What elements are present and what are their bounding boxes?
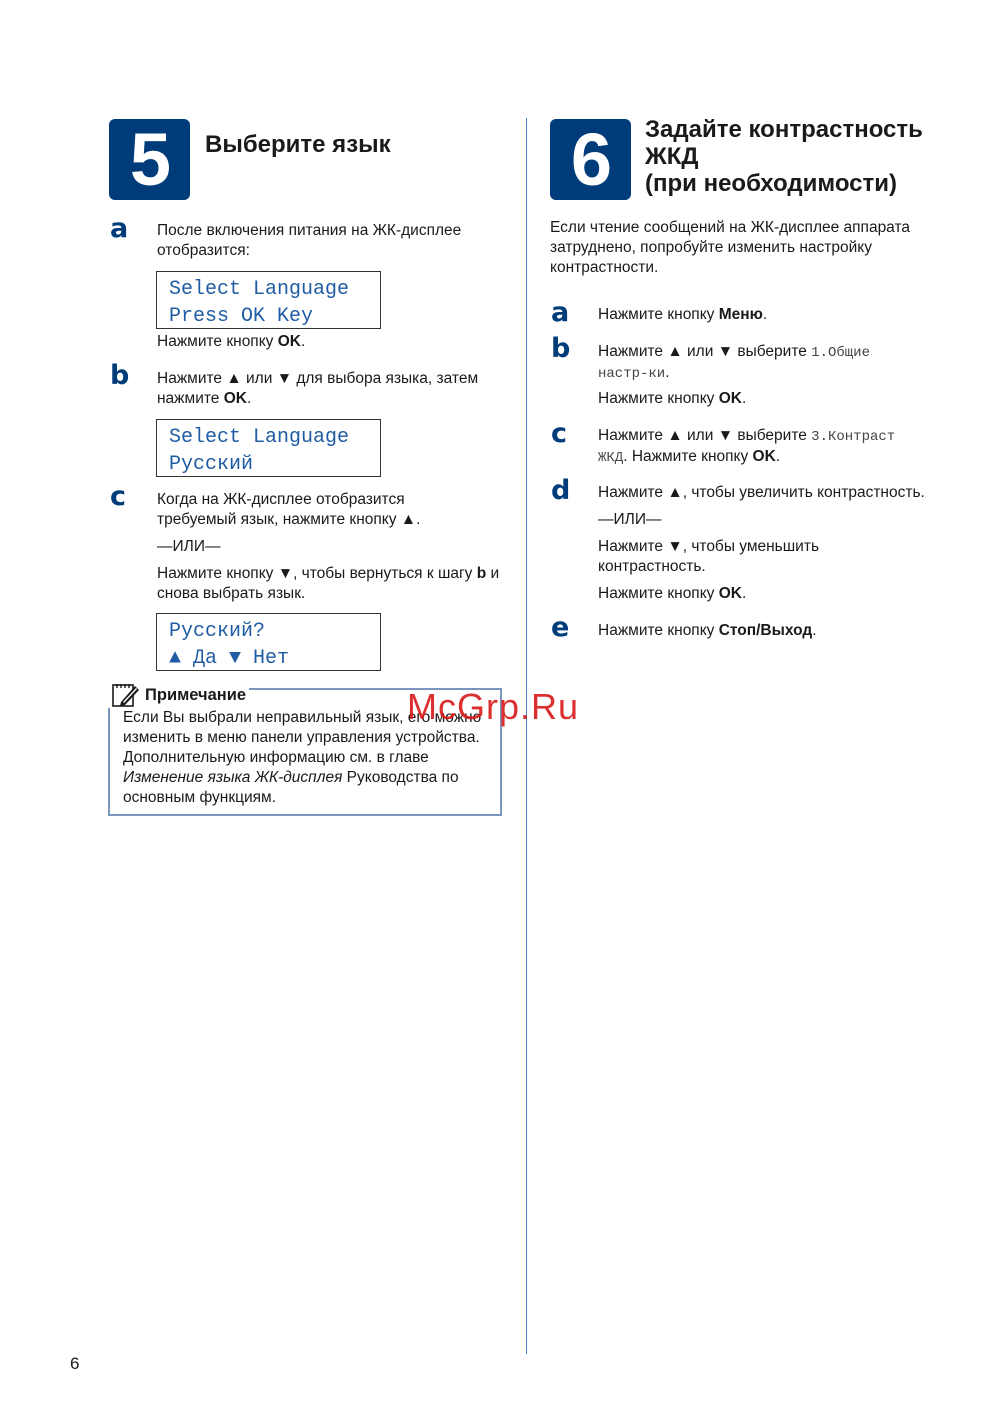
step-5b-text: Нажмите ▲ или ▼ для выбора языка, затем нажмите OK.	[157, 370, 479, 407]
step-6d-text: Нажмите ▲, чтобы увеличить контрастность.	[598, 484, 925, 501]
lcd-1-line-2: Press OK Key	[169, 305, 314, 328]
down-arrow-icon: ▼	[667, 538, 683, 555]
page-number: 6	[70, 1354, 80, 1373]
step-5-badge	[109, 119, 190, 200]
watermark: McGrp.Ru	[407, 686, 580, 727]
step-5-letter-b: b	[110, 360, 130, 391]
down-arrow-icon: ▼	[277, 565, 294, 582]
step-6b-press-ok: Нажмите кнопку OK.	[598, 390, 747, 407]
step-6-intro: Если чтение сообщений на ЖК-дисплее аппарата затруднено, попробуйте изменить настройку контрастности.	[550, 219, 911, 276]
step-6b-text: Нажмите ▲ или ▼ выберите 1.Общие настр-ки.	[598, 343, 870, 382]
step-6d-alt-text: Нажмите ▼, чтобы уменьшить контрастность.	[598, 538, 820, 575]
step-6-number: 6	[570, 118, 611, 201]
note-pencil-icon	[111, 682, 141, 708]
note-title: Примечание	[145, 686, 247, 704]
lcd-display-1	[156, 271, 381, 329]
step-6-letter-c: c	[551, 418, 568, 449]
lcd-1-line-1: Select Language	[169, 278, 350, 301]
step-6-letter-e: e	[551, 612, 570, 643]
step-5-letter-a: a	[110, 213, 129, 244]
step-6d-or: —ИЛИ—	[598, 511, 662, 528]
lcd-2-line-1: Select Language	[169, 426, 350, 449]
step-6a-text: Нажмите кнопку Меню.	[598, 306, 768, 323]
lcd-3-line-2: ▲ Да ▼ Нет	[169, 647, 290, 670]
note-header	[107, 682, 249, 708]
step-6e-text: Нажмите кнопку Стоп/Выход.	[598, 622, 817, 639]
up-arrow-icon: ▲	[667, 343, 683, 360]
up-arrow-icon: ▲	[667, 484, 683, 501]
step-5c-or: —ИЛИ—	[157, 538, 221, 555]
step-6-badge	[550, 119, 631, 200]
step-5-title: Выберите язык	[205, 131, 391, 158]
step-6-letter-d: d	[551, 475, 571, 506]
step-5a-press-ok: Нажмите кнопку OK.	[157, 333, 306, 350]
lcd-display-3	[156, 613, 381, 671]
note-text: Если Вы выбрали неправильный язык, его можно изменить в меню панели управления устройства. Дополнительную информацию см. в главе Изменение языка ЖК-дисплея Руководства по основным функциям.	[123, 709, 482, 806]
step-6c-text: Нажмите ▲ или ▼ выберите 3.Контраст ЖКД. Нажмите кнопку OK.	[598, 427, 896, 466]
up-arrow-icon: ▲	[667, 427, 683, 444]
down-arrow-icon: ▼	[717, 343, 734, 360]
lcd-3-line-1: Русский?	[169, 620, 266, 643]
step-5c-alt-text: Нажмите кнопку ▼, чтобы вернуться к шагу b и снова выбрать язык.	[157, 565, 500, 602]
down-arrow-icon: ▼	[276, 370, 293, 387]
up-arrow-icon: ▲	[226, 370, 242, 387]
step-5-number: 5	[129, 118, 170, 201]
step-6-letter-b: b	[551, 333, 571, 364]
lcd-2-line-2: Русский	[169, 453, 254, 476]
step-5c-text: Когда на ЖК-дисплее отобразится требуемый язык, нажмите кнопку ▲.	[157, 491, 421, 528]
step-6d-press-ok: Нажмите кнопку OK.	[598, 585, 747, 602]
step-5a-text: После включения питания на ЖК-дисплее отобразится:	[157, 222, 462, 259]
up-arrow-icon: ▲	[400, 511, 417, 528]
step-6-title: Задайте контрастность ЖКД (при необходимости)	[645, 116, 923, 197]
column-divider	[526, 118, 527, 1354]
lcd-display-2	[156, 419, 381, 477]
down-arrow-icon: ▼	[717, 427, 734, 444]
step-5-letter-c: c	[110, 481, 127, 512]
step-6-letter-a: a	[551, 297, 570, 328]
